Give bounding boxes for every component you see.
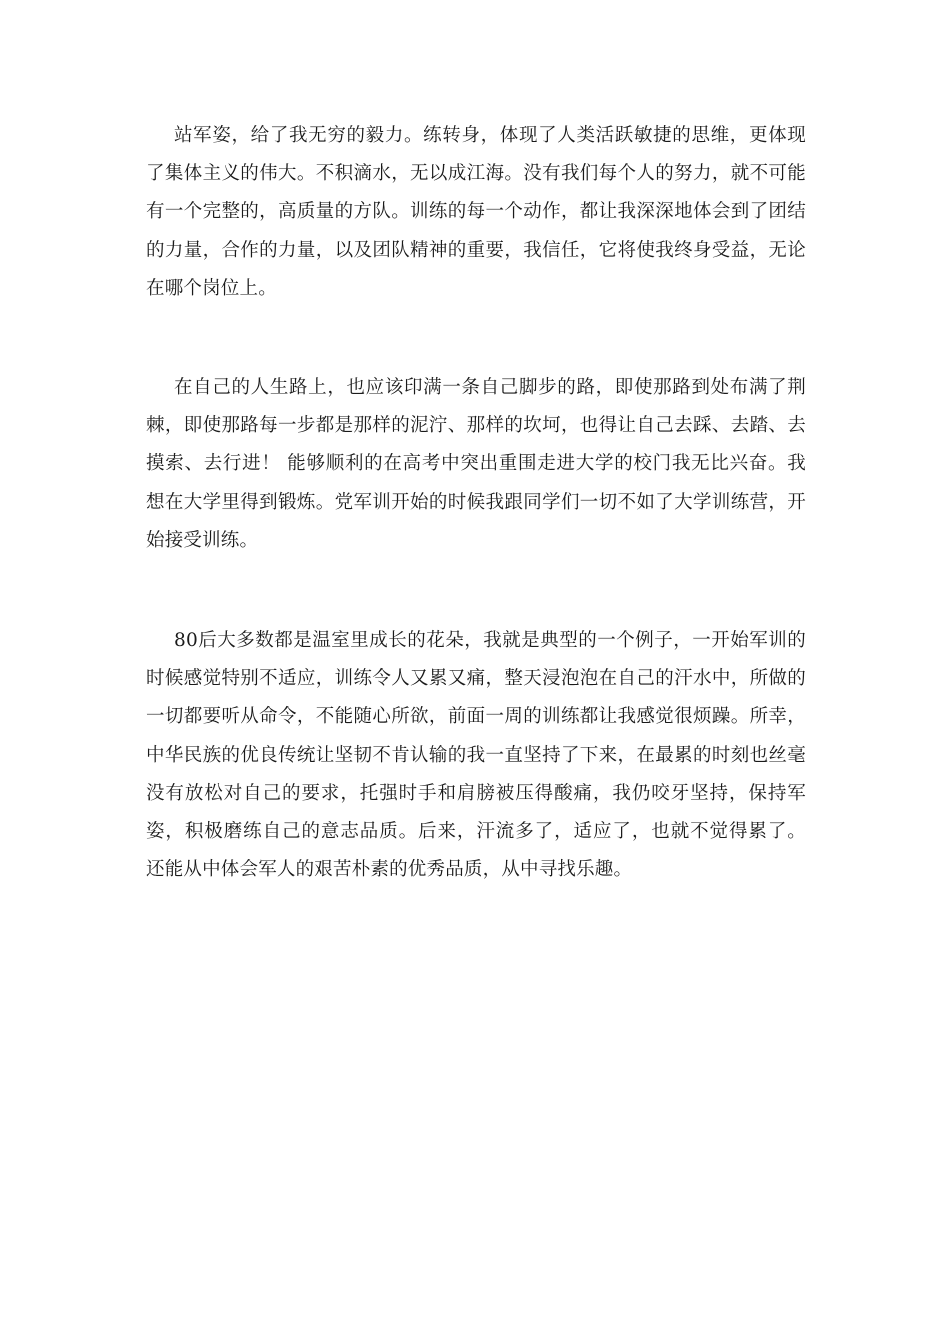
paragraph-3: 80后大多数都是温室里成长的花朵，我就是典型的一个例子，一开始军训的时候感觉特别不适应，训练令人又累又痛，整天浸泡泡在自己的汗水中，所做的一切都要听从命令，不能随心所欲，前面一周的训练都让我感觉很烦躁。所幸，中华民族的优良传统让坚韧不肯认输的我一直坚持了下来，在最累的时刻也丝毫没有放松对自己的要求，托强时手和肩膀被压得酸痛，我仍咬牙坚持，保持军姿，积极磨练自己的意志品质。后来，汗流多了，适应了，也就不觉得累了。 还能从中体会军人的艰苦朴素的优秀品质，从中寻找乐趣。 — [146, 630, 806, 881]
paragraph-1: 站军姿，给了我无穷的毅力。练转身，体现了人类活跃敏捷的思维，更体现了集体主义的伟大。不积滴水，无以成江海。没有我们每个人的努力，就不可能有一个完整的，高质量的方队。训练的每一个动作，都让我深深地体会到了团结的力量，合作的力量，以及团队精神的重要，我信任，它将使我终身受益，无论在哪个岗位上。 — [146, 125, 806, 299]
paragraph-2: 在自己的人生路上，也应该印满一条自己脚步的路，即使那路到处布满了荆棘，即使那路每一步都是那样的泥泞、那样的坎坷，也得让自己去踩、去踏、去摸索、去行进！ 能够顺利的在高考中突出重围走进大学的校门我无比兴奋。我想在大学里得到锻炼。党军训开始的时候我跟同学们一切不如了大学训练营，开始接受训练。 — [146, 377, 806, 551]
